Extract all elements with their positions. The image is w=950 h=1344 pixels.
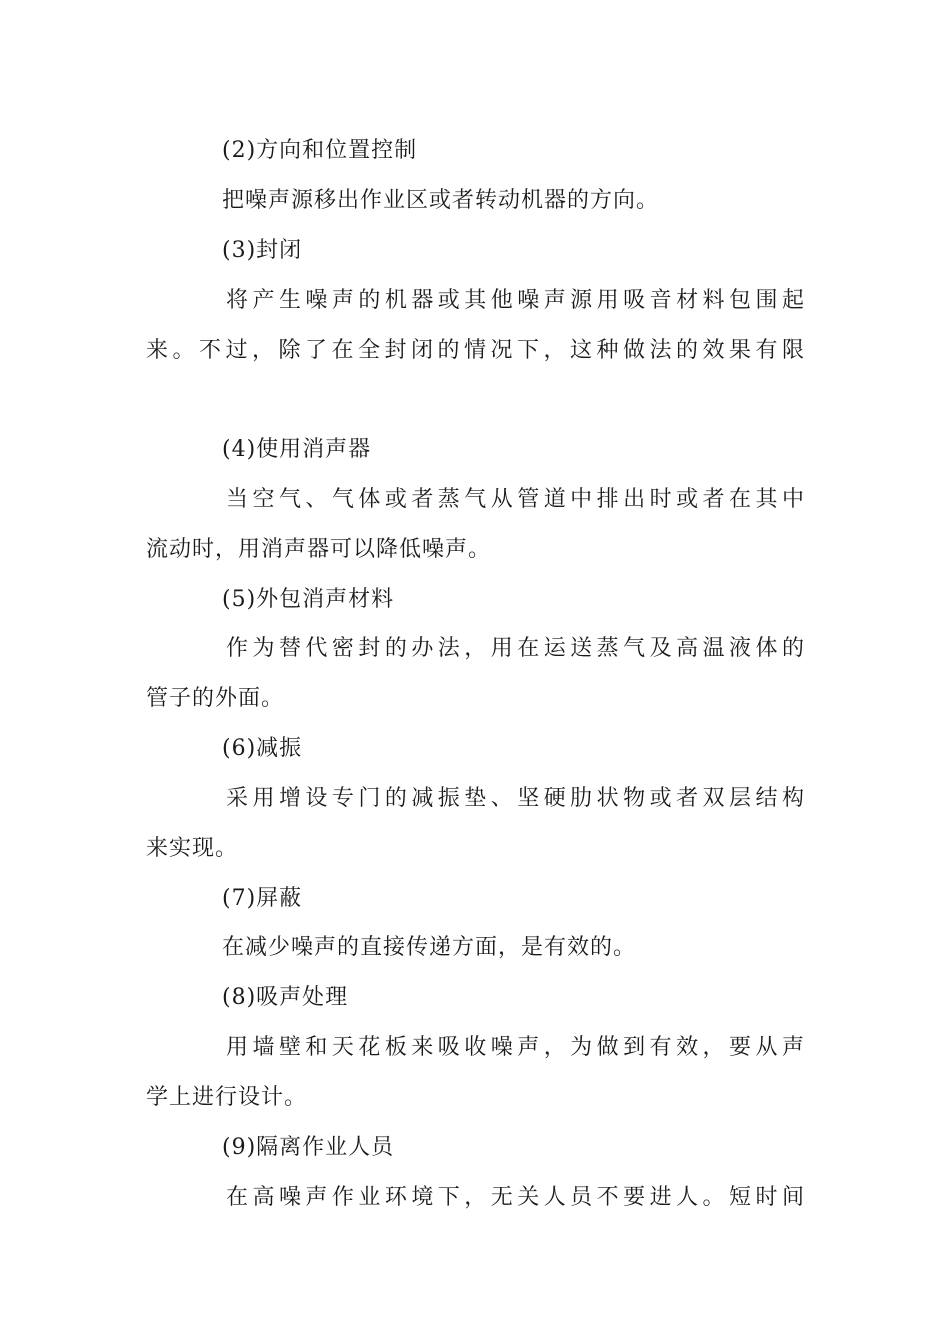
paragraph-line: 来。不过，除了在全封闭的情况下，这种做法的效果有限 xyxy=(146,338,804,363)
paragraph-line: 当空气、气体或者蒸气从管道中排出时或者在其中 xyxy=(226,487,804,512)
paragraph-line: 管子的外面。 xyxy=(146,686,285,711)
paragraph-line: 作为替代密封的办法，用在运送蒸气及高温液体的 xyxy=(226,636,804,661)
heading-direction-position-control: (2)方向和位置控制 xyxy=(222,138,418,163)
paragraph-line: 来实现。 xyxy=(146,836,239,861)
heading-lagging-material: (5)外包消声材料 xyxy=(222,587,395,612)
heading-isolate-workers: (9)隔离作业人员 xyxy=(222,1135,395,1160)
paragraph-line: 流动时，用消声器可以降低噪声。 xyxy=(146,537,492,562)
paragraph-line: 采用增设专门的减振垫、坚硬肋状物或者双层结构 xyxy=(226,786,804,811)
heading-shielding: (7)屏蔽 xyxy=(222,886,303,911)
paragraph-line: 在减少噪声的直接传递方面，是有效的。 xyxy=(222,935,637,960)
heading-vibration-damping: (6)减振 xyxy=(222,736,303,761)
paragraph-line: 把噪声源移出作业区或者转动机器的方向。 xyxy=(222,188,660,213)
heading-sound-absorption: (8)吸声处理 xyxy=(222,985,349,1010)
heading-silencer: (4)使用消声器 xyxy=(222,437,372,462)
paragraph-line: 学上进行设计。 xyxy=(146,1085,308,1110)
heading-enclosure: (3)封闭 xyxy=(222,238,303,263)
paragraph-line: 用墙壁和天花板来吸收噪声，为做到有效，要从声 xyxy=(226,1035,804,1060)
paragraph-line: 将产生噪声的机器或其他噪声源用吸音材料包围起 xyxy=(226,288,804,313)
paragraph-line: 在高噪声作业环境下，无关人员不要进人。短时间 xyxy=(226,1185,804,1210)
